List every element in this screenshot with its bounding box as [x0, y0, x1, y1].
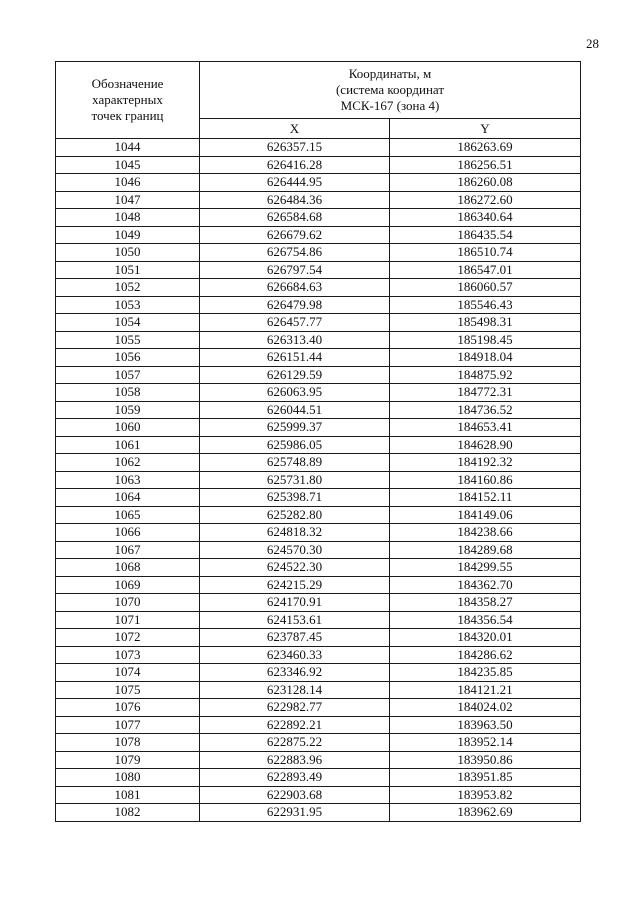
- x-cell: 624818.32: [200, 524, 390, 542]
- x-cell: 623787.45: [200, 629, 390, 647]
- x-cell: 625398.71: [200, 489, 390, 507]
- point-cell: 1078: [56, 734, 200, 752]
- y-cell: 185498.31: [390, 314, 581, 332]
- point-cell: 1067: [56, 541, 200, 559]
- x-cell: 626357.15: [200, 139, 390, 157]
- x-cell: 622892.21: [200, 716, 390, 734]
- table-row: [56, 174, 581, 192]
- x-cell: 622903.68: [200, 786, 390, 804]
- coords-label-line-2: (система координат: [335, 82, 445, 97]
- table-row: [56, 366, 581, 384]
- point-cell: 1060: [56, 419, 200, 437]
- x-cell: 626797.54: [200, 261, 390, 279]
- table-row: [56, 261, 581, 279]
- x-cell: 626679.62: [200, 226, 390, 244]
- y-cell: 184121.21: [390, 681, 581, 699]
- y-cell: 184736.52: [390, 401, 581, 419]
- page-number: 28: [586, 36, 599, 51]
- table-row: [56, 226, 581, 244]
- y-cell: 184320.01: [390, 629, 581, 647]
- table-row: [56, 139, 581, 157]
- y-cell: 184286.62: [390, 646, 581, 664]
- y-cell: 183950.86: [390, 751, 581, 769]
- coords-label-line-3: МСК-167 (зона 4): [340, 98, 440, 113]
- table-row: [56, 384, 581, 402]
- table-row: [56, 559, 581, 577]
- point-cell: 1075: [56, 681, 200, 699]
- y-cell: 184289.68: [390, 541, 581, 559]
- x-cell: 626044.51: [200, 401, 390, 419]
- x-cell: 623460.33: [200, 646, 390, 664]
- x-cell: 626479.98: [200, 296, 390, 314]
- table-row: [56, 786, 581, 804]
- point-label-header: [56, 62, 200, 139]
- x-cell: 623128.14: [200, 681, 390, 699]
- table-row: [56, 506, 581, 524]
- point-cell: 1076: [56, 699, 200, 717]
- point-cell: 1059: [56, 401, 200, 419]
- point-cell: 1056: [56, 349, 200, 367]
- x-cell: 626684.63: [200, 279, 390, 297]
- point-cell: 1081: [56, 786, 200, 804]
- table-row: [56, 629, 581, 647]
- y-cell: 184160.86: [390, 471, 581, 489]
- y-cell: 184299.55: [390, 559, 581, 577]
- x-cell: 624170.91: [200, 594, 390, 612]
- y-cell: 184628.90: [390, 436, 581, 454]
- y-column-header: Y: [390, 119, 581, 139]
- y-cell: 184149.06: [390, 506, 581, 524]
- x-cell: 623346.92: [200, 664, 390, 682]
- point-cell: 1053: [56, 296, 200, 314]
- x-column-header: X: [200, 119, 390, 139]
- x-cell: 622883.96: [200, 751, 390, 769]
- x-cell: 622875.22: [200, 734, 390, 752]
- point-cell: 1080: [56, 769, 200, 787]
- table-row: [56, 314, 581, 332]
- y-cell: 183963.50: [390, 716, 581, 734]
- table-row: [56, 681, 581, 699]
- table-row: [56, 471, 581, 489]
- y-cell: 186340.64: [390, 209, 581, 227]
- coordinates-table: [55, 61, 581, 822]
- x-cell: 625999.37: [200, 419, 390, 437]
- x-cell: 625282.80: [200, 506, 390, 524]
- point-cell: 1070: [56, 594, 200, 612]
- table-row: [56, 454, 581, 472]
- x-cell: 626444.95: [200, 174, 390, 192]
- coordinates-group-header: [200, 62, 581, 119]
- table-row: [56, 524, 581, 542]
- y-cell: 186547.01: [390, 261, 581, 279]
- y-cell: 186263.69: [390, 139, 581, 157]
- point-cell: 1069: [56, 576, 200, 594]
- table-row: [56, 769, 581, 787]
- y-cell: 184238.66: [390, 524, 581, 542]
- point-cell: 1047: [56, 191, 200, 209]
- table-row: [56, 664, 581, 682]
- y-cell: 184152.11: [390, 489, 581, 507]
- y-cell: 183962.69: [390, 804, 581, 822]
- table-row: [56, 594, 581, 612]
- y-cell: 184875.92: [390, 366, 581, 384]
- table-row: [56, 716, 581, 734]
- point-cell: 1082: [56, 804, 200, 822]
- x-cell: 622893.49: [200, 769, 390, 787]
- y-cell: 184653.41: [390, 419, 581, 437]
- point-cell: 1054: [56, 314, 200, 332]
- point-cell: 1064: [56, 489, 200, 507]
- point-cell: 1074: [56, 664, 200, 682]
- point-cell: 1045: [56, 156, 200, 174]
- table-row: [56, 209, 581, 227]
- x-cell: 625986.05: [200, 436, 390, 454]
- y-cell: 184356.54: [390, 611, 581, 629]
- table-row: [56, 576, 581, 594]
- x-cell: 626484.36: [200, 191, 390, 209]
- y-cell: 186435.54: [390, 226, 581, 244]
- point-cell: 1079: [56, 751, 200, 769]
- y-cell: 183951.85: [390, 769, 581, 787]
- y-cell: 186060.57: [390, 279, 581, 297]
- table-header: [56, 62, 581, 139]
- point-cell: 1044: [56, 139, 200, 157]
- point-cell: 1057: [56, 366, 200, 384]
- point-label-line-3: точек границ: [91, 108, 164, 123]
- x-cell: 624522.30: [200, 559, 390, 577]
- table-row: [56, 331, 581, 349]
- y-cell: 184024.02: [390, 699, 581, 717]
- y-cell: 186260.08: [390, 174, 581, 192]
- point-cell: 1055: [56, 331, 200, 349]
- x-cell: 626313.40: [200, 331, 390, 349]
- table-row: [56, 436, 581, 454]
- point-cell: 1049: [56, 226, 200, 244]
- table-row: [56, 191, 581, 209]
- point-cell: 1061: [56, 436, 200, 454]
- y-cell: 184358.27: [390, 594, 581, 612]
- y-cell: 184918.04: [390, 349, 581, 367]
- y-cell: 184192.32: [390, 454, 581, 472]
- x-cell: 624570.30: [200, 541, 390, 559]
- y-cell: 184362.70: [390, 576, 581, 594]
- point-cell: 1052: [56, 279, 200, 297]
- coords-label-line-1: Координаты, м: [348, 66, 432, 81]
- y-cell: 183953.82: [390, 786, 581, 804]
- point-cell: 1050: [56, 244, 200, 262]
- point-cell: 1065: [56, 506, 200, 524]
- x-cell: 626129.59: [200, 366, 390, 384]
- point-cell: 1063: [56, 471, 200, 489]
- y-cell: 185546.43: [390, 296, 581, 314]
- x-cell: 626754.86: [200, 244, 390, 262]
- point-cell: 1071: [56, 611, 200, 629]
- x-cell: 626584.68: [200, 209, 390, 227]
- x-cell: 622982.77: [200, 699, 390, 717]
- table-row: [56, 541, 581, 559]
- x-cell: 624153.61: [200, 611, 390, 629]
- table-row: [56, 156, 581, 174]
- table-row: [56, 296, 581, 314]
- y-cell: 186272.60: [390, 191, 581, 209]
- table-row: [56, 419, 581, 437]
- table-row: [56, 611, 581, 629]
- point-label-line-2: характерных: [92, 92, 163, 107]
- y-cell: 184235.85: [390, 664, 581, 682]
- y-cell: 186256.51: [390, 156, 581, 174]
- point-cell: 1048: [56, 209, 200, 227]
- x-cell: 626457.77: [200, 314, 390, 332]
- x-cell: 626063.95: [200, 384, 390, 402]
- x-cell: 625731.80: [200, 471, 390, 489]
- table-row: [56, 279, 581, 297]
- table-row: [56, 489, 581, 507]
- point-cell: 1077: [56, 716, 200, 734]
- x-cell: 625748.89: [200, 454, 390, 472]
- point-cell: 1062: [56, 454, 200, 472]
- table-row: [56, 349, 581, 367]
- y-cell: 186510.74: [390, 244, 581, 262]
- table-row: [56, 751, 581, 769]
- table-row: [56, 699, 581, 717]
- point-label-line-1: Обозначение: [91, 76, 164, 91]
- point-cell: 1046: [56, 174, 200, 192]
- x-cell: 622931.95: [200, 804, 390, 822]
- table-body: [56, 139, 581, 822]
- y-cell: 184772.31: [390, 384, 581, 402]
- y-cell: 183952.14: [390, 734, 581, 752]
- y-cell: 185198.45: [390, 331, 581, 349]
- table-row: [56, 401, 581, 419]
- x-cell: 626151.44: [200, 349, 390, 367]
- point-cell: 1051: [56, 261, 200, 279]
- table-row: [56, 646, 581, 664]
- point-cell: 1058: [56, 384, 200, 402]
- point-cell: 1066: [56, 524, 200, 542]
- table-row: [56, 804, 581, 822]
- table-row: [56, 244, 581, 262]
- point-cell: 1073: [56, 646, 200, 664]
- point-cell: 1072: [56, 629, 200, 647]
- x-cell: 624215.29: [200, 576, 390, 594]
- x-cell: 626416.28: [200, 156, 390, 174]
- point-cell: 1068: [56, 559, 200, 577]
- table-row: [56, 734, 581, 752]
